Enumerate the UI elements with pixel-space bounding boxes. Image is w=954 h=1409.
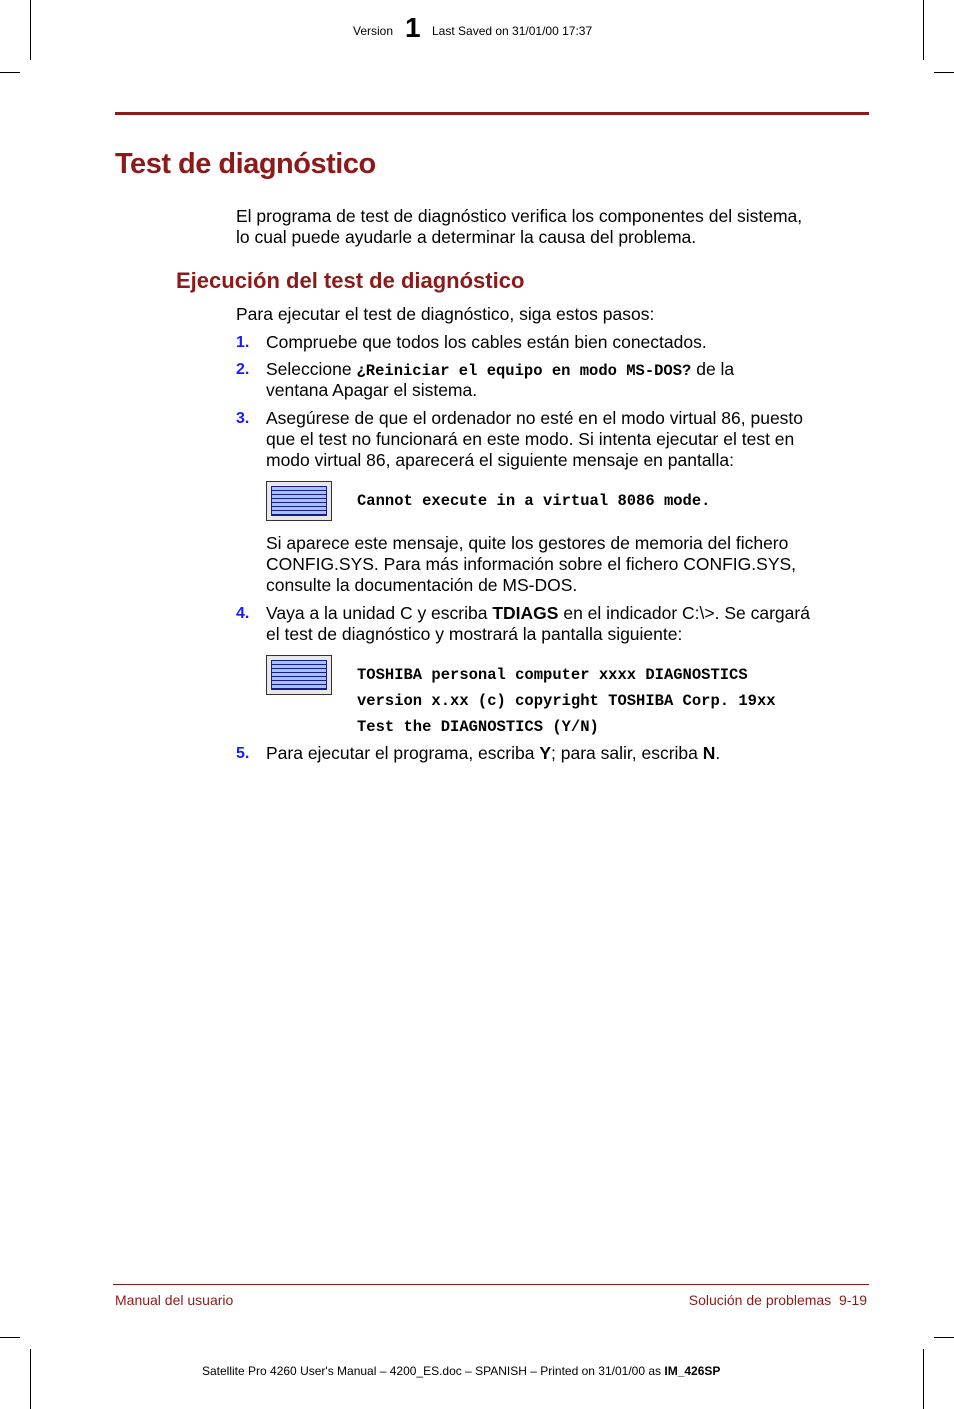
step-line: Asegúrese de que el ordenador no esté en el modo virtual 86, puesto [266, 408, 804, 428]
step-text-part: ; para salir, escriba [551, 743, 703, 763]
page-title: Test de diagnóstico [115, 148, 376, 180]
step-text: el test de diagnóstico y mostrará la pantalla siguiente: [266, 624, 683, 644]
step-text: Compruebe que todos los cables están bien conectados. [266, 332, 707, 352]
section-heading: Ejecución del test de diagnóstico [176, 268, 525, 293]
title-rule [115, 112, 869, 115]
intro-line: lo cual puede ayudarle a determinar la causa del problema. [236, 227, 697, 247]
step-text-part: . [715, 743, 721, 763]
screen-output-line: TOSHIBA personal computer xxxx DIAGNOSTICS [357, 666, 748, 684]
version-label: Version [353, 24, 394, 38]
note-line: CONFIG.SYS. Para más información sobre el fichero CONFIG.SYS, [266, 554, 797, 574]
version-number: 1 [405, 12, 421, 43]
screen-message: Cannot execute in a virtual 8086 mode. [357, 492, 711, 510]
key-n: N [702, 743, 716, 763]
screen-output [357, 662, 776, 740]
last-saved: Last Saved on 31/01/00 17:37 [432, 24, 593, 38]
monitor-screen-icon [266, 481, 332, 521]
crop-mark [30, 1349, 31, 1409]
step-number: 3. [236, 410, 250, 427]
footer-rule [113, 1284, 869, 1285]
print-line-text: Satellite Pro 4260 User's Manual – 4200_ES.doc – SPANISH – Printed on 31/01/00 as [202, 1364, 665, 1378]
step-text: ventana Apagar el sistema. [266, 380, 478, 400]
step-number: 2. [236, 361, 250, 378]
footer-right: Solución de problemas 9-19 [688, 1292, 867, 1308]
step-text-part: Para ejecutar el programa, escriba [266, 743, 540, 763]
step-text-part: Seleccione [266, 359, 357, 379]
note-line: Si aparece este mensaje, quite los gestores de memoria del fichero [266, 533, 789, 553]
key-y: Y [539, 743, 552, 763]
step-text-part: en el indicador C:\>. Se cargará [558, 603, 810, 623]
crop-mark [0, 1337, 20, 1338]
step-text-part: de la [691, 359, 735, 379]
note-line: consulte la documentación de MS-DOS. [266, 575, 578, 595]
print-line-code: IM_426SP [664, 1364, 721, 1378]
crop-mark [934, 1337, 954, 1338]
step-text [266, 359, 734, 382]
crop-mark [923, 0, 924, 60]
step-text [266, 408, 803, 471]
intro-line: El programa de test de diagnóstico verifica los componentes del sistema, [236, 206, 803, 226]
screen-output-line: version x.xx (c) copyright TOSHIBA Corp. 19xx [357, 692, 776, 710]
footer-left: Manual del usuario [115, 1292, 234, 1308]
step-line: que el test no funcionará en este modo. Si intenta ejecutar el test en [266, 429, 795, 449]
crop-mark [934, 72, 954, 73]
step-text-part: Vaya a la unidad C y escriba [266, 603, 493, 623]
command-name: TDIAGS [492, 603, 559, 623]
step-number: 4. [236, 605, 250, 622]
menu-option-code: ¿Reiniciar el equipo en modo MS-DOS? [356, 362, 692, 380]
step-line: modo virtual 86, aparecerá el siguiente mensaje en pantalla: [266, 450, 734, 470]
step-number: 1. [236, 334, 250, 351]
print-line [202, 1364, 720, 1378]
monitor-screen-icon [266, 655, 332, 695]
step-text [266, 603, 810, 624]
screen-output-line: Test the DIAGNOSTICS (Y/N) [357, 718, 599, 736]
crop-mark [0, 72, 20, 73]
crop-mark [30, 0, 31, 60]
step-text [266, 743, 720, 764]
crop-mark [923, 1349, 924, 1409]
note-paragraph [266, 533, 796, 596]
step-number: 5. [236, 745, 250, 762]
intro-paragraph [236, 206, 802, 248]
section-lead: Para ejecutar el test de diagnóstico, siga estos pasos: [236, 304, 655, 324]
